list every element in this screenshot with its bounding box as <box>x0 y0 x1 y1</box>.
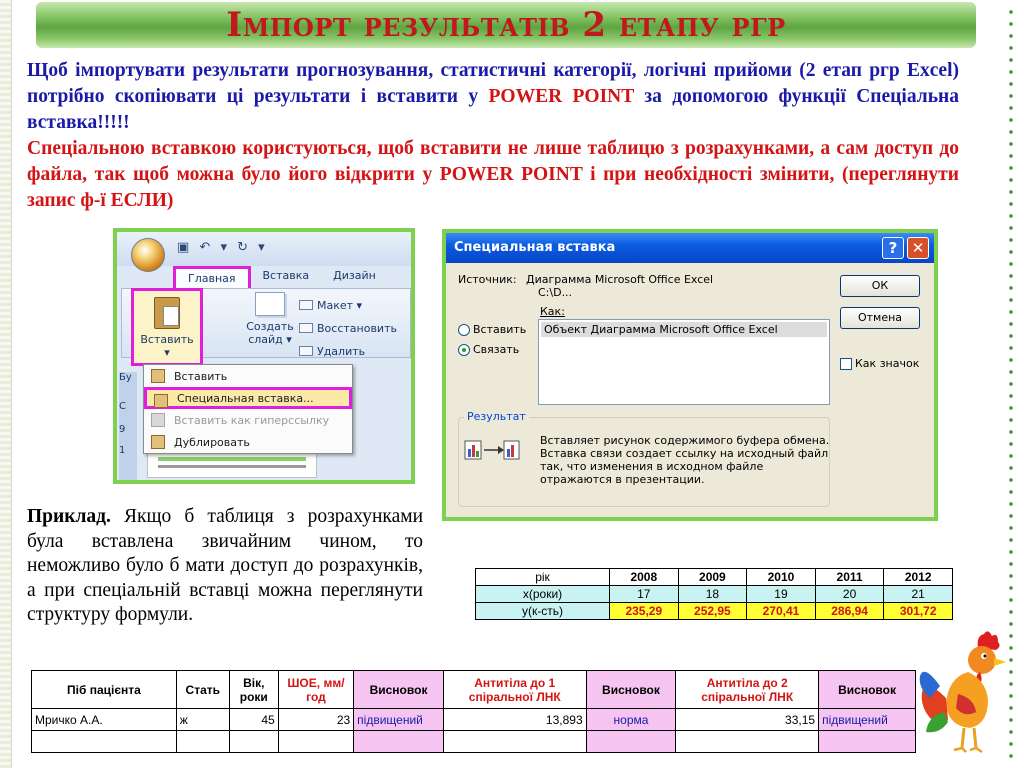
cell-empty <box>278 731 353 753</box>
office-button[interactable] <box>131 238 165 272</box>
delete-label: Удалить <box>317 345 366 358</box>
as-listbox[interactable] <box>538 319 830 405</box>
x-cell: 18 <box>678 586 747 603</box>
table-row <box>32 731 916 753</box>
source-name: Диаграмма Microsoft Office Excel <box>526 273 714 286</box>
col-header-antibody-1: Антитіла до 1 спіральної ЛНК <box>443 671 586 709</box>
example-text <box>27 505 423 628</box>
cell-conclusion-1: підвищений <box>354 709 444 731</box>
paste-label: Вставить <box>140 333 194 346</box>
x-cell: 19 <box>747 586 816 603</box>
as-label: Как: <box>540 305 565 318</box>
intro-powerpoint-highlight: POWER POINT <box>488 86 634 107</box>
source-value <box>526 273 713 299</box>
radio-link-dot[interactable] <box>458 344 470 356</box>
source-label: Источник: <box>458 273 517 286</box>
table-row <box>476 569 953 586</box>
x-cell: 21 <box>884 586 953 603</box>
year-cell: 2012 <box>884 569 953 586</box>
layout-button[interactable] <box>299 294 397 317</box>
rooster-clipart <box>918 628 1008 756</box>
example-body: Якщо б таблиця з розрахунками була вставлена звичайним чином, то неможливо було б мати доступ до розрахунків, а при спеціальній вставці можна переглянути структуру формули. <box>27 506 423 625</box>
dialog-title: Специальная вставка <box>446 233 934 263</box>
reset-icon <box>299 323 313 333</box>
menu-item-paste[interactable] <box>144 365 352 387</box>
menu-item-paste-special[interactable] <box>144 387 352 409</box>
as-icon-label: Как значок <box>855 357 920 370</box>
radio-paste[interactable] <box>458 323 526 336</box>
as-icon-checkbox-box[interactable] <box>840 358 852 370</box>
menu-item-label: Специальная вставка... <box>177 391 314 405</box>
paste-link-result-icon <box>464 439 520 461</box>
paste-dropdown-menu <box>143 364 353 454</box>
slides-pane-label: С <box>119 401 126 412</box>
list-item[interactable]: Объект Диаграмма Microsoft Office Excel <box>541 322 827 337</box>
year-cell: 2009 <box>678 569 747 586</box>
y-cell: 270,41 <box>747 603 816 620</box>
radio-paste-dot[interactable] <box>458 324 470 336</box>
create-slide-button[interactable] <box>241 292 299 346</box>
table-row <box>476 586 953 603</box>
clipboard-icon <box>154 297 180 329</box>
col-header-sex: Стать <box>176 671 229 709</box>
paste-special-icon <box>154 394 168 408</box>
menu-item-label: Вставить <box>174 369 228 383</box>
paste-special-dialog <box>442 229 938 521</box>
menu-item-label: Вставить как гиперссылку <box>174 413 330 427</box>
table-header-row <box>32 671 916 709</box>
layout-icon <box>299 300 313 310</box>
slide-thumbnail <box>147 450 317 478</box>
paste-arrow-icon: ▾ <box>164 346 170 359</box>
intro-blue-text: Щоб імпортувати результати прогнозування, статистичні категорії, логічні прийоми (2 етап ргр Excel) потрібно скопіювати ці результати і вставити у <box>27 60 959 107</box>
paste-icon <box>151 369 165 383</box>
cell-antibody-1: 13,893 <box>443 709 586 731</box>
col-header-esr: ШОЕ, мм/год <box>278 671 353 709</box>
layout-label: Макет ▾ <box>317 299 363 312</box>
cell-age: 45 <box>229 709 278 731</box>
table-row <box>32 709 916 731</box>
paste-button[interactable] <box>131 288 203 366</box>
row-label-x: x(роки) <box>476 586 610 603</box>
slide-commands <box>299 294 397 363</box>
source-path: C:\D... <box>538 286 573 299</box>
cell-sex: ж <box>176 709 229 731</box>
result-description: Вставляет рисунок содержимого буфера обмена. Вставка связи создает ссылку на исходный файл так, что изменения в исходном файле отражаются в презентации. <box>540 434 830 486</box>
slides-pane-label: 9 <box>119 424 126 435</box>
cell-antibody-2: 33,15 <box>676 709 819 731</box>
new-slide-icon <box>255 292 285 316</box>
cell-empty <box>586 731 676 753</box>
y-cell: 301,72 <box>884 603 953 620</box>
radio-link[interactable] <box>458 343 519 356</box>
cell-empty <box>676 731 819 753</box>
row-label-y: y(к-сть) <box>476 603 610 620</box>
cell-empty <box>229 731 278 753</box>
intro-text <box>27 58 959 214</box>
col-header-conclusion-2: Висновок <box>586 671 676 709</box>
help-button[interactable]: ? <box>882 237 904 259</box>
ok-button[interactable]: ОК <box>840 275 920 297</box>
example-heading: Приклад. <box>27 506 111 527</box>
hyperlink-icon <box>151 413 165 427</box>
create-slide-label: Создать слайд ▾ <box>246 320 294 346</box>
tab-insert[interactable]: Вставка <box>262 269 310 282</box>
cell-empty <box>176 731 229 753</box>
cell-conclusion-3: підвищений <box>819 709 916 731</box>
close-button[interactable]: ✕ <box>907 237 929 259</box>
left-border-decoration <box>0 0 12 768</box>
reset-button[interactable] <box>299 317 397 340</box>
y-cell: 252,95 <box>678 603 747 620</box>
slide-title: Імпорт результатів 2 етапу ргр <box>226 5 786 45</box>
quick-access-toolbar[interactable]: ▣ ↶ ▾ ↻ ▾ <box>177 240 268 255</box>
radio-paste-label: Вставить <box>473 323 527 336</box>
office-screenshot <box>113 228 415 484</box>
intro-red-text: Спеціальною вставкою користуються, щоб вставити не лише таблицю з розрахунками, а сам доступ до файла, так щоб можна було його відкрити у POWER POINT і при необхідності змінити, (переглянути запис ф-ї ЕСЛИ) <box>27 138 959 211</box>
x-cell: 17 <box>610 586 679 603</box>
x-cell: 20 <box>815 586 884 603</box>
y-cell: 286,94 <box>815 603 884 620</box>
year-cell: 2010 <box>747 569 816 586</box>
forecast-table <box>475 568 953 620</box>
as-icon-checkbox[interactable] <box>840 357 919 370</box>
y-cell: 235,29 <box>610 603 679 620</box>
result-legend: Результат <box>464 410 529 423</box>
table-row <box>476 603 953 620</box>
cell-conclusion-2: норма <box>586 709 676 731</box>
col-header-name: Піб пацієнта <box>32 671 177 709</box>
cell-empty <box>443 731 586 753</box>
row-label-year: рік <box>476 569 610 586</box>
intro-blue-end: за допомогою функції Спеціальна вставка!!!!! <box>27 86 959 133</box>
col-header-conclusion-1: Висновок <box>354 671 444 709</box>
menu-item-paste-hyperlink[interactable] <box>144 409 352 431</box>
slides-pane-label: 1 <box>119 445 126 456</box>
year-cell: 2008 <box>610 569 679 586</box>
tab-design[interactable]: Дизайн <box>333 269 376 282</box>
tab-home[interactable]: Главная <box>173 266 251 291</box>
patient-table <box>31 670 916 753</box>
cell-empty <box>819 731 916 753</box>
reset-label: Восстановить <box>317 322 397 335</box>
cell-esr: 23 <box>278 709 353 731</box>
slides-pane <box>119 372 137 484</box>
duplicate-icon <box>151 435 165 449</box>
delete-icon <box>299 346 313 356</box>
cancel-button[interactable]: Отмена <box>840 307 920 329</box>
year-cell: 2011 <box>815 569 884 586</box>
delete-button[interactable] <box>299 340 397 363</box>
radio-link-label: Связать <box>473 343 520 356</box>
cell-empty <box>32 731 177 753</box>
title-banner <box>36 2 976 48</box>
cell-empty <box>354 731 444 753</box>
cell-name: Мричко А.А. <box>32 709 177 731</box>
menu-item-duplicate[interactable] <box>144 431 352 453</box>
col-header-antibody-2: Антитіла до 2 спіральної ЛНК <box>676 671 819 709</box>
menu-item-label: Дублировать <box>174 435 250 449</box>
slides-pane-label: Бу <box>119 372 132 383</box>
col-header-conclusion-3: Висновок <box>819 671 916 709</box>
col-header-age: Вік, роки <box>229 671 278 709</box>
